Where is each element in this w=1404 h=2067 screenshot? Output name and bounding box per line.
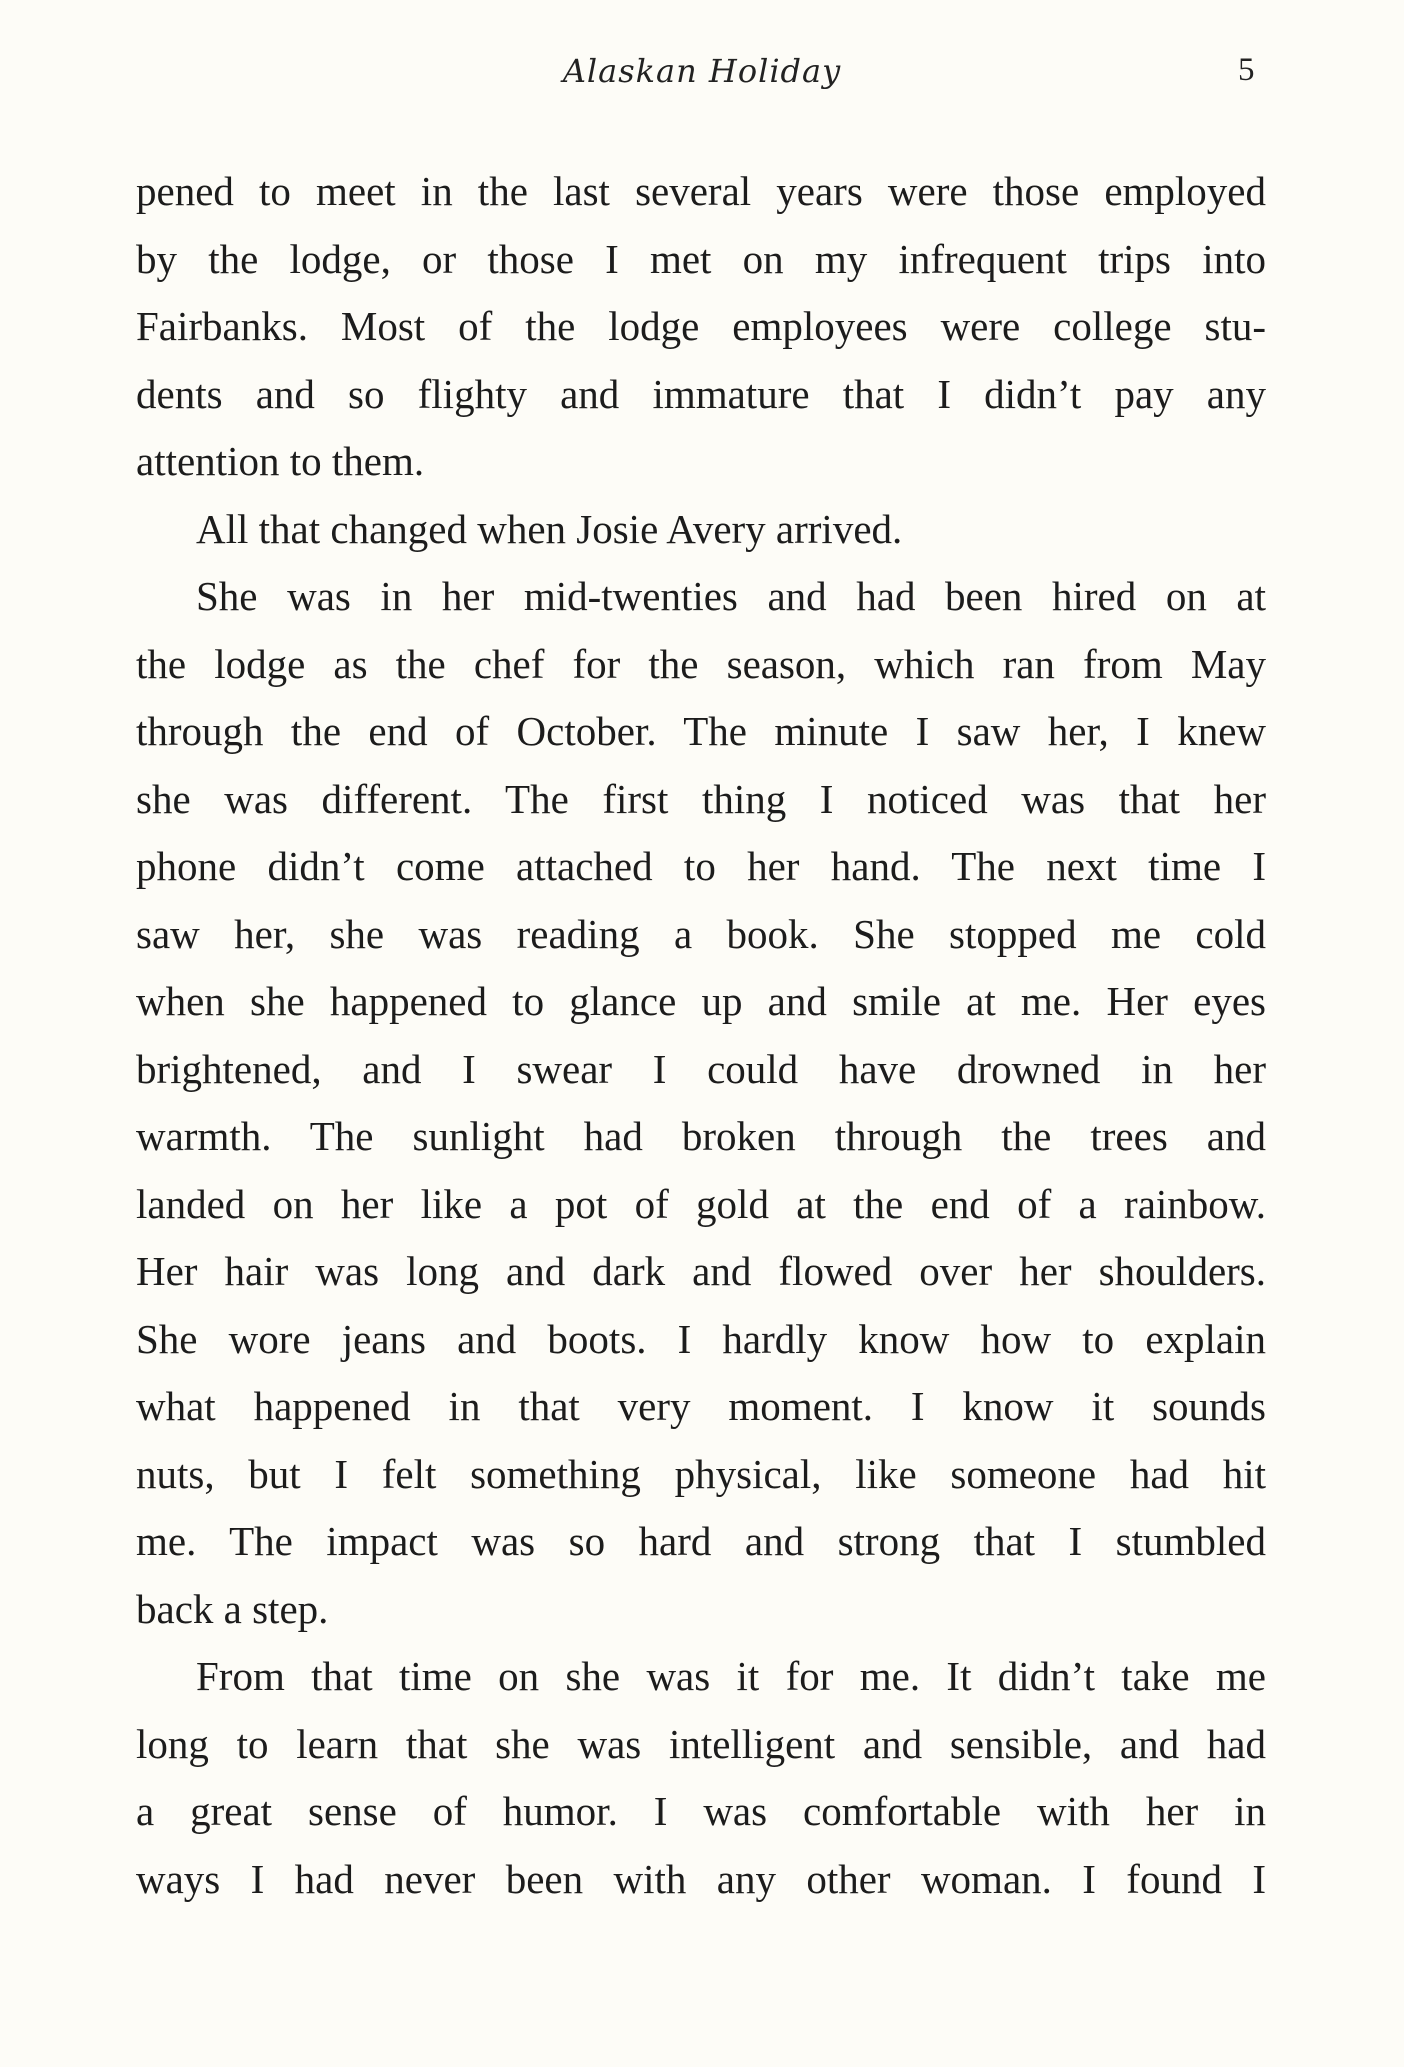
- text-line: Fairbanks. Most of the lodge employees were college stu-: [136, 303, 1266, 349]
- text-line: dents and so flighty and immature that I didn’t pay any: [136, 370, 1266, 417]
- text-line: when she happened to glance up and smile at me. Her eyes: [136, 978, 1266, 1024]
- running-header: [0, 52, 1404, 102]
- page-number: 5: [1238, 52, 1255, 88]
- text-line: warmth. The sunlight had broken through the trees and: [136, 1113, 1266, 1159]
- text-line: nuts, but I felt something physical, like someone had hit: [136, 1450, 1266, 1497]
- text-line: She wore jeans and boots. I hardly know how to explain: [136, 1315, 1266, 1362]
- text-line: me. The impact was so hard and strong that I stumbled: [136, 1518, 1266, 1564]
- text-line: Her hair was long and dark and flowed over her shoulders.: [136, 1248, 1266, 1294]
- text-line: From that time on she was it for me. It didn’t take me: [196, 1653, 1266, 1699]
- running-title: Alaskan Holiday: [562, 52, 842, 90]
- text-line: she was different. The first thing I noticed was that her: [136, 775, 1266, 822]
- text-line: long to learn that she was intelligent and sensible, and had: [136, 1720, 1266, 1767]
- text-line: ways I had never been with any other woman. I found I: [136, 1855, 1266, 1902]
- body-text: [136, 158, 1266, 1913]
- text-line: back a step.: [136, 1585, 329, 1632]
- text-line: All that changed when Josie Avery arrived.: [196, 505, 903, 552]
- text-line: pened to meet in the last several years were those employed: [136, 168, 1266, 214]
- text-line: a great sense of humor. I was comfortable with her in: [136, 1788, 1266, 1834]
- text-line: attention to them.: [136, 438, 425, 484]
- text-line: saw her, she was reading a book. She stopped me cold: [136, 910, 1266, 957]
- text-line: what happened in that very moment. I know it sounds: [136, 1383, 1266, 1429]
- text-line: by the lodge, or those I met on my infrequent trips into: [136, 235, 1266, 282]
- text-line: phone didn’t come attached to her hand. The next time I: [136, 843, 1266, 889]
- text-line: the lodge as the chef for the season, which ran from May: [136, 640, 1266, 687]
- text-line: through the end of October. The minute I saw her, I knew: [136, 708, 1266, 754]
- text-line: brightened, and I swear I could have drowned in her: [136, 1045, 1266, 1092]
- text-line: landed on her like a pot of gold at the end of a rainbow.: [136, 1180, 1266, 1227]
- text-line: She was in her mid-twenties and had been hired on at: [196, 573, 1266, 619]
